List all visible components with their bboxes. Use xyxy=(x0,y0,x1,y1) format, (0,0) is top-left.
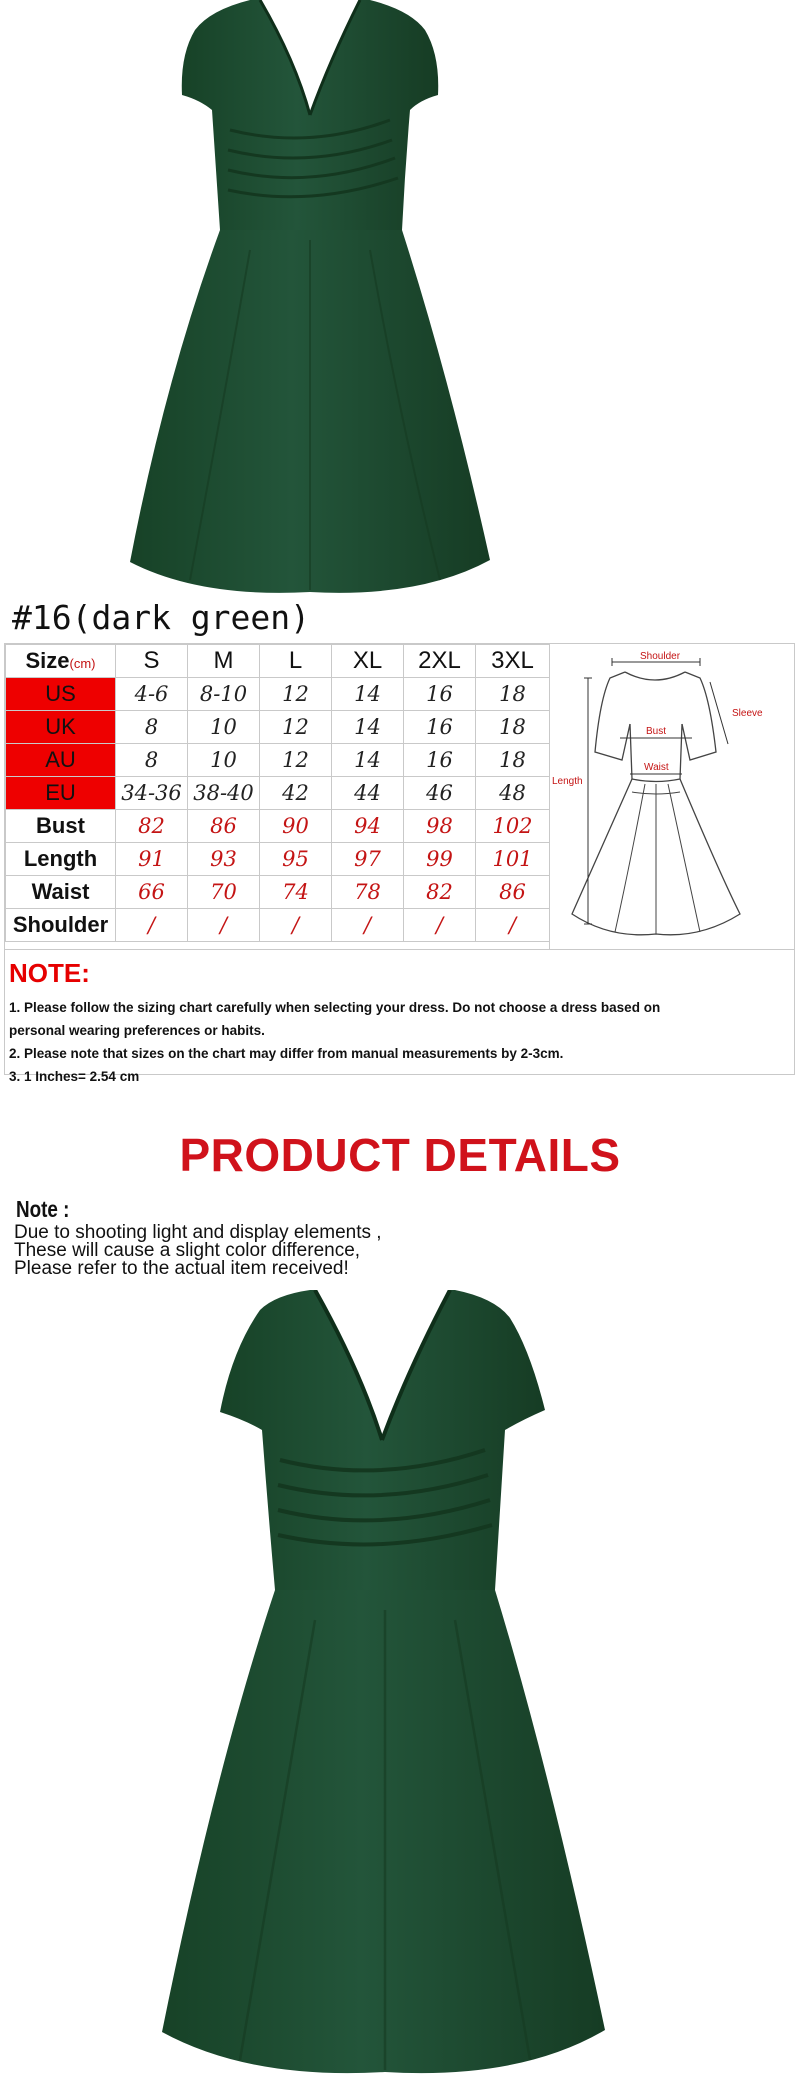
table-row xyxy=(6,678,550,711)
table-cell: 97 xyxy=(332,843,404,876)
size-corner-label: Size xyxy=(25,648,70,673)
color-note-title: Note : xyxy=(16,1196,70,1222)
table-cell: / xyxy=(332,909,404,942)
table-cell: 8 xyxy=(116,744,188,777)
measure-label-shoulder: Shoulder xyxy=(6,909,116,942)
table-row xyxy=(6,777,550,810)
table-cell: 10 xyxy=(188,744,260,777)
table-row xyxy=(6,876,550,909)
size-header-cell: S xyxy=(116,645,188,678)
size-header-cell: XL xyxy=(332,645,404,678)
table-cell: 99 xyxy=(404,843,476,876)
table-row xyxy=(6,810,550,843)
table-row xyxy=(6,711,550,744)
table-cell: 98 xyxy=(404,810,476,843)
diagram-label-length: Length xyxy=(552,776,583,787)
table-cell: 102 xyxy=(476,810,550,843)
color-note-line: Please refer to the actual item received! xyxy=(14,1258,349,1279)
dress-photo-bottom xyxy=(150,1290,620,2080)
note-line: 2. Please note that sizes on the chart may differ from manual measurements by 2-3cm. xyxy=(9,1046,564,1061)
size-header-cell: 3XL xyxy=(476,645,550,678)
table-cell: 34-36 xyxy=(116,777,188,810)
table-cell: 38-40 xyxy=(188,777,260,810)
table-cell: / xyxy=(188,909,260,942)
table-cell: 101 xyxy=(476,843,550,876)
note-line: personal wearing preferences or habits. xyxy=(9,1023,265,1038)
table-cell: 91 xyxy=(116,843,188,876)
measure-label-length: Length xyxy=(6,843,116,876)
size-corner-cell xyxy=(6,645,116,678)
table-cell: 12 xyxy=(260,678,332,711)
table-cell: 86 xyxy=(476,876,550,909)
color-note-line: Due to shooting light and display elements , xyxy=(14,1222,382,1243)
diagram-label-sleeve: Sleeve xyxy=(732,708,763,719)
color-note-line: These will cause a slight color difference, xyxy=(14,1240,361,1261)
product-details-title: PRODUCT DETAILS xyxy=(179,1129,621,1181)
size-notes xyxy=(5,949,794,1084)
table-cell: 82 xyxy=(116,810,188,843)
table-cell: 10 xyxy=(188,711,260,744)
region-label-eu: EU xyxy=(6,777,116,810)
size-header-cell: M xyxy=(188,645,260,678)
table-cell: 86 xyxy=(188,810,260,843)
table-cell: 94 xyxy=(332,810,404,843)
table-row xyxy=(6,909,550,942)
note-line: 1. Please follow the sizing chart carefully when selecting your dress. Do not choose a dress based on xyxy=(9,1000,661,1015)
size-table xyxy=(5,644,550,942)
table-row xyxy=(6,744,550,777)
measure-label-bust: Bust xyxy=(6,810,116,843)
diagram-label-bust: Bust xyxy=(646,726,667,737)
table-cell: 16 xyxy=(404,711,476,744)
size-header-cell: 2XL xyxy=(404,645,476,678)
dress-outline-diagram xyxy=(550,644,795,949)
table-cell: 12 xyxy=(260,711,332,744)
table-cell: 18 xyxy=(476,678,550,711)
table-cell: 48 xyxy=(476,777,550,810)
table-cell: 16 xyxy=(404,678,476,711)
table-cell: / xyxy=(476,909,550,942)
table-cell: 18 xyxy=(476,711,550,744)
diagram-label-shoulder: Shoulder xyxy=(640,651,681,662)
table-cell: 90 xyxy=(260,810,332,843)
table-cell: / xyxy=(404,909,476,942)
table-cell: 44 xyxy=(332,777,404,810)
table-cell: 95 xyxy=(260,843,332,876)
table-cell: 4-6 xyxy=(116,678,188,711)
table-cell: 46 xyxy=(404,777,476,810)
region-label-au: AU xyxy=(6,744,116,777)
region-label-us: US xyxy=(6,678,116,711)
table-cell: 14 xyxy=(332,711,404,744)
table-cell: 82 xyxy=(404,876,476,909)
dress-photo-top xyxy=(120,0,500,598)
table-cell: 8 xyxy=(116,711,188,744)
table-cell: / xyxy=(260,909,332,942)
measure-label-waist: Waist xyxy=(6,876,116,909)
diagram-label-waist: Waist xyxy=(644,762,669,773)
table-cell: 42 xyxy=(260,777,332,810)
table-cell: 78 xyxy=(332,876,404,909)
table-cell: 93 xyxy=(188,843,260,876)
note-line: 3. 1 Inches= 2.54 cm xyxy=(9,1069,140,1084)
table-cell: 74 xyxy=(260,876,332,909)
table-cell: 14 xyxy=(332,678,404,711)
color-label: #16(dark green) xyxy=(12,598,311,637)
table-cell: 70 xyxy=(188,876,260,909)
table-cell: 12 xyxy=(260,744,332,777)
table-cell: 16 xyxy=(404,744,476,777)
size-chart xyxy=(4,643,795,1084)
table-cell: 8-10 xyxy=(188,678,260,711)
measurement-diagram xyxy=(549,644,795,949)
table-cell: / xyxy=(116,909,188,942)
table-cell: 18 xyxy=(476,744,550,777)
region-label-uk: UK xyxy=(6,711,116,744)
size-header-cell: L xyxy=(260,645,332,678)
table-cell: 66 xyxy=(116,876,188,909)
notes-title: NOTE: xyxy=(9,958,90,988)
size-unit-label: (cm) xyxy=(69,656,96,671)
table-row xyxy=(6,843,550,876)
size-header-row xyxy=(6,645,550,678)
table-cell: 14 xyxy=(332,744,404,777)
